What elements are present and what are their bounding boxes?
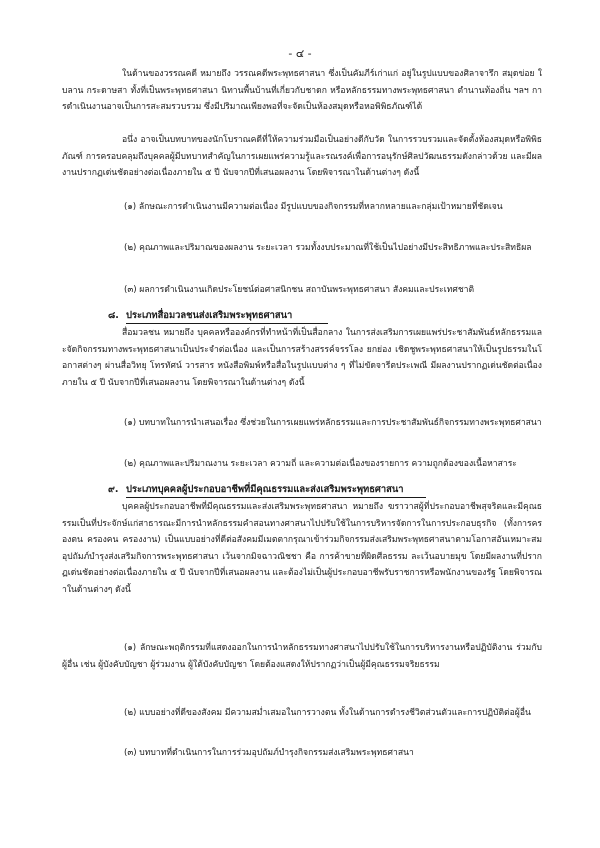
section8-item-2: (๒) คุณภาพและปริมาณงาน ระยะเวลา ความถี่ และความต่อเนื่องของรายการ ความถูกต้องของเนื้อหาสาระ xyxy=(124,459,517,469)
section9-heading xyxy=(108,482,548,498)
section8-heading xyxy=(108,308,548,324)
section7-paragraph-2: อนึ่ง อาจเป็นบทบาทของนักโบราณคดีที่ให้ความร่วมมือเป็นอย่างดีกับวัด ในการรวบรวมและจัดตั้งห้องสมุดหรือพิพิธภัณฑ์ การครอบคลุมถึงบุคคลผู้มีบทบาทสำคัญในการเผยแพร่ความรู้และรณรงค์เพื่อการอนุรักษ์ศิลปวัฒนธรรมดังกล่าวด้วย และมีผลงานปรากฏเด่นชัดอย่างต่อเนื่องภายใน ๕ ปี นับจากปีที่เสนอผลงาน โดยพิจารณาในด้านต่างๆ ดังนี้ xyxy=(62,135,542,179)
section9-title: ประเภทบุคคลผู้ประกอบอาชีพที่มีคุณธรรมและส่งเสริมพระพุทธศาสนา xyxy=(126,484,404,495)
section8-number: ๘. xyxy=(108,310,119,321)
page-number: - ๔ - xyxy=(288,47,312,60)
section7-item-3: (๓) ผลการดำเนินงานเกิดประโยชน์ต่อศาสนิกชน สถาบันพระพุทธศาสนา สังคมและประเทศชาติ xyxy=(124,285,475,295)
section8-paragraph-1: สื่อมวลชน หมายถึง บุคคลหรือองค์กรที่ทำหน้าที่เป็นสื่อกลาง ในการส่งเสริมการเผยแพร่ประชาสัมพันธ์หลักธรรมและจัดกิจกรรมทางพระพุทธศาสนาเป็นประจำต่อเนื่อง และเป็นการสร้างสรรค์จรรโลง ยกย่อง เชิดชูพระพุทธศาสนาให้เป็นรูปธรรมในโอกาสต่างๆ ผ่านสื่อวิทยุ โทรทัศน์ วารสาร หนังสือพิมพ์หรือสื่อในรูปแบบต่าง ๆ ที่ไม่ขัดจารีตประเพณี มีผลงานปรากฏเด่นชัดต่อเนื่อง ภายใน ๕ ปี นับจากปีที่เสนอผลงาน โดยพิจารณาในด้านต่างๆ ดังนี้ xyxy=(62,328,542,388)
section9-heading-underline xyxy=(126,497,426,498)
section9-item-2: (๒) แบบอย่างที่ดีของสังคม มีความสม่ำเสมอในการวางตน ทั้งในด้านการดำรงชีวิตส่วนตัวและการปฏิบัติต่อผู้อื่น xyxy=(124,708,531,718)
section9-item-1: (๑) ลักษณะพฤติกรรมที่แสดงออกในการนำหลักธรรมทางศาสนาไปปรับใช้ในการบริหารงานหรือปฏิบัติงาน ร่วมกับผู้อื่น เช่น ผู้บังคับบัญชา ผู้ร่วมงาน ผู้ใต้บังคับบัญชา โดยต้องแสดงให้ปรากฏว่าเป็นผู้มีคุณธรรมจริยธรรม xyxy=(62,643,542,670)
section7-item-2: (๒) คุณภาพและปริมาณของผลงาน ระยะเวลา รวมทั้งงบประมาณที่ใช้เป็นไปอย่างมีประสิทธิภาพและประสิทธิผล xyxy=(124,243,532,253)
section9-paragraph-1: บุคคลผู้ประกอบอาชีพที่มีคุณธรรมและส่งเสริมพระพุทธศาสนา หมายถึง ฆราวาสผู้ที่ประกอบอาชีพสุจริตและมีคุณธรรมเป็นที่ประจักษ์แก่สาธารณะมีการนำหลักธรรมคำสอนทางศาสนาไปปรับใช้ในการบริหารจัดการในการประกอบธุรกิจ (ทั้งการครองตน ครองคน ครองงาน) เป็นแบบอย่างที่ดีต่อสังคมมีเมตตากรุณาเข้าร่วมกิจกรรมส่งเสริมพระพุทธศาสนาตามโอกาสอันเหมาะสม อุปถัมภ์บำรุงส่งเสริมกิจการพระพุทธศาสนา เว้นจากมิจฉาวณิชชา คือ การค้าขายที่ผิดศีลธรรม ละเว้นอบายมุข โดยมีผลงานที่ปรากฏเด่นชัดอย่างต่อเนื่องภายใน ๕ ปี นับจากปีที่เสนอผลงาน และต้องไม่เป็นผู้ประกอบอาชีพรับราชการหรือพนักงานของรัฐ โดยพิจารณาในด้านต่างๆ ดังนี้ xyxy=(62,502,542,595)
section9-item-3: (๓) บทบาทที่ดำเนินการในการร่วมอุปถัมภ์บำรุงกิจกรรมส่งเสริมพระพุทธศาสนา xyxy=(124,748,414,758)
section7-item-1: (๑) ลักษณะการดำเนินงานมีความต่อเนื่อง มีรูปแบบของกิจกรรมที่หลากหลายและกลุ่มเป้าหมายที่ชัดเจน xyxy=(124,202,503,212)
section7-paragraph-1: ในด้านของวรรณคดี หมายถึง วรรณคดีพระพุทธศาสนา ซึ่งเป็นคัมภีร์เก่าแก่ อยู่ในรูปแบบของศิลาจารึก สมุดข่อย ใบลาน กระดาษสา ทั้งที่เป็นพระพุทธศาสนา นิทานพื้นบ้านที่เกี่ยวกับชาดก หรือหลักธรรมทางพระพุทธศาสนา ตำนานท้องถิ่น ฯลฯ การดำเนินงานอาจเป็นการสะสมรวบรวม ซึ่งมีปริมาณเพียงพอที่จะจัดเป็นห้องสมุดหรือหอพิพิธภัณฑ์ได้ xyxy=(62,69,542,113)
section8-title: ประเภทสื่อมวลชนส่งเสริมพระพุทธศาสนา xyxy=(126,310,293,321)
section8-item-1: (๑) บทบาทในการนำเสนอเรื่อง ซึ่งช่วยในการเผยแพร่หลักธรรมและการประชาสัมพันธ์กิจกรรมทางพระพุทธศาสนา xyxy=(124,418,542,428)
section9-number: ๙. xyxy=(108,484,119,495)
section8-heading-underline xyxy=(126,323,328,324)
